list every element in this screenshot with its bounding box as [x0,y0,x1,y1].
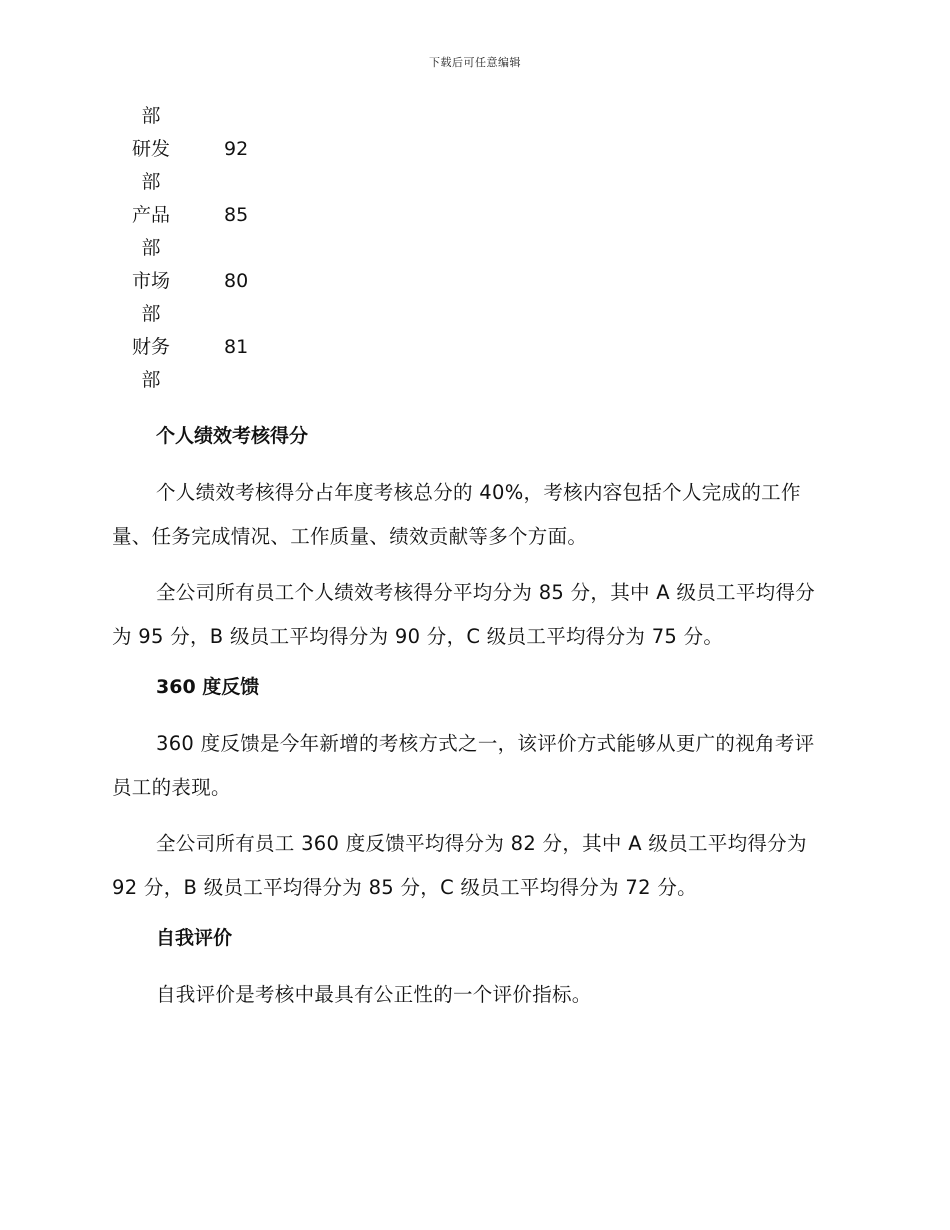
department-score: 80 [224,270,249,292]
paragraph: 360 度反馈是今年新增的考核方式之一，该评价方式能够从更广的视角考评员工的表现。 [112,732,815,799]
table-row [112,199,272,265]
section-heading-personal-performance: 个人绩效考核得分 [156,425,309,447]
department-score: 85 [224,204,249,226]
paragraph: 个人绩效考核得分占年度考核总分的 40%，考核内容包括个人完成的工作量、任务完成情况、工作质量、绩效贡献等多个方面。 [112,481,801,548]
department-name-part: 部 [141,237,161,259]
document-body [112,420,834,1029]
department-name [112,265,190,331]
table-row [112,133,272,199]
department-name [112,100,190,133]
department-score: 81 [224,336,249,358]
paragraph: 自我评价是考核中最具有公正性的一个评价指标。 [156,983,592,1006]
section-heading-360-feedback: 360 度反馈 [156,676,260,698]
department-score: 92 [224,138,249,160]
department-name-part: 部 [141,303,161,325]
paragraph: 全公司所有员工 360 度反馈平均得分为 82 分，其中 A 级员工平均得分为 92 分，B 级员工平均得分为 85 分，C 级员工平均得分为 72 分。 [112,832,807,899]
department-name [112,331,190,397]
department-name-part: 研发 [131,138,170,160]
table-row [112,265,272,331]
department-name-part: 市场 [131,270,170,292]
department-name-part: 产品 [131,204,170,226]
section-heading-self-evaluation: 自我评价 [156,927,233,949]
department-score-table [112,105,272,397]
department-name [112,133,190,199]
department-name [112,199,190,265]
department-name-part: 部 [141,369,161,391]
paragraph: 全公司所有员工个人绩效考核得分平均分为 85 分，其中 A 级员工平均得分为 95 分，B 级员工平均得分为 90 分，C 级员工平均得分为 75 分。 [112,581,816,648]
page-header-note: 下载后可任意编辑 [429,56,521,69]
table-row [112,331,272,397]
department-name-part: 财务 [131,336,170,358]
department-name-part: 部 [141,105,161,127]
department-name-part: 部 [141,171,161,193]
table-row [112,100,272,133]
